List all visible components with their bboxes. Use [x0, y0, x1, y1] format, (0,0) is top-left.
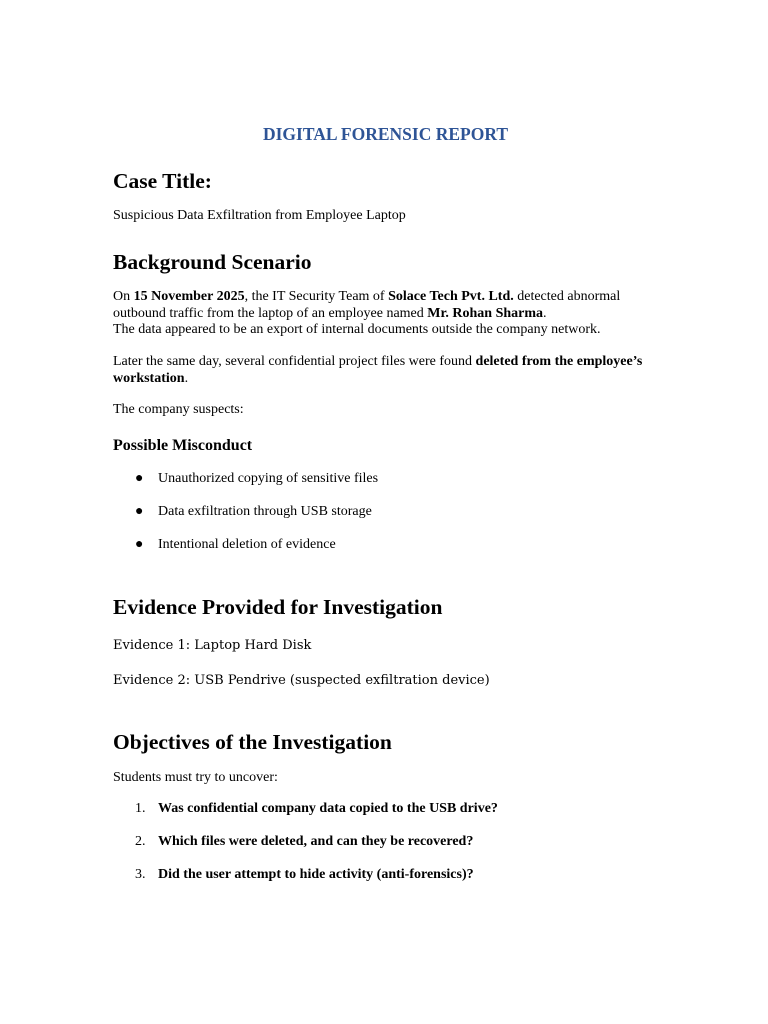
list-item: 2. Which files were deleted, and can they be recovered?: [135, 834, 474, 849]
bullet-icon: ●: [135, 471, 144, 486]
bullet-icon: ●: [135, 537, 144, 552]
background-paragraph-2: Later the same day, several confidential project files were found deleted from the employee’s workstation.: [113, 354, 643, 386]
objectives-heading: Objectives of the Investigation: [113, 730, 392, 754]
case-title-heading: Case Title:: [113, 169, 212, 193]
background-paragraph-3: The company suspects:: [113, 402, 244, 417]
list-item: 3. Did the user attempt to hide activity (anti-forensics)?: [135, 867, 474, 882]
evidence-item-2: Evidence 2: USB Pendrive (suspected exfiltration device): [113, 673, 490, 688]
evidence-item-1: Evidence 1: Laptop Hard Disk: [113, 638, 312, 653]
list-item: ● Unauthorized copying of sensitive files: [135, 471, 379, 486]
report-title: DIGITAL FORENSIC REPORT: [262, 124, 509, 144]
bullet-icon: ●: [135, 504, 144, 519]
background-heading: Background Scenario: [113, 250, 312, 274]
list-item: 1. Was confidential company data copied to the USB drive?: [135, 801, 498, 816]
objectives-intro: Students must try to uncover:: [113, 770, 278, 785]
misconduct-heading: Possible Misconduct: [113, 437, 253, 454]
evidence-heading: Evidence Provided for Investigation: [113, 595, 443, 619]
list-item: ● Data exfiltration through USB storage: [135, 504, 372, 519]
list-item: ● Intentional deletion of evidence: [135, 537, 336, 552]
background-paragraph-1: On 15 November 2025, the IT Security Team of Solace Tech Pvt. Ltd. detected abnormal outbound traffic from the laptop of an employee named Mr. Rohan Sharma. The data appeared to be an export of internal documents outside the company network.: [113, 289, 621, 337]
case-title-text: Suspicious Data Exfiltration from Employee Laptop: [113, 208, 406, 223]
